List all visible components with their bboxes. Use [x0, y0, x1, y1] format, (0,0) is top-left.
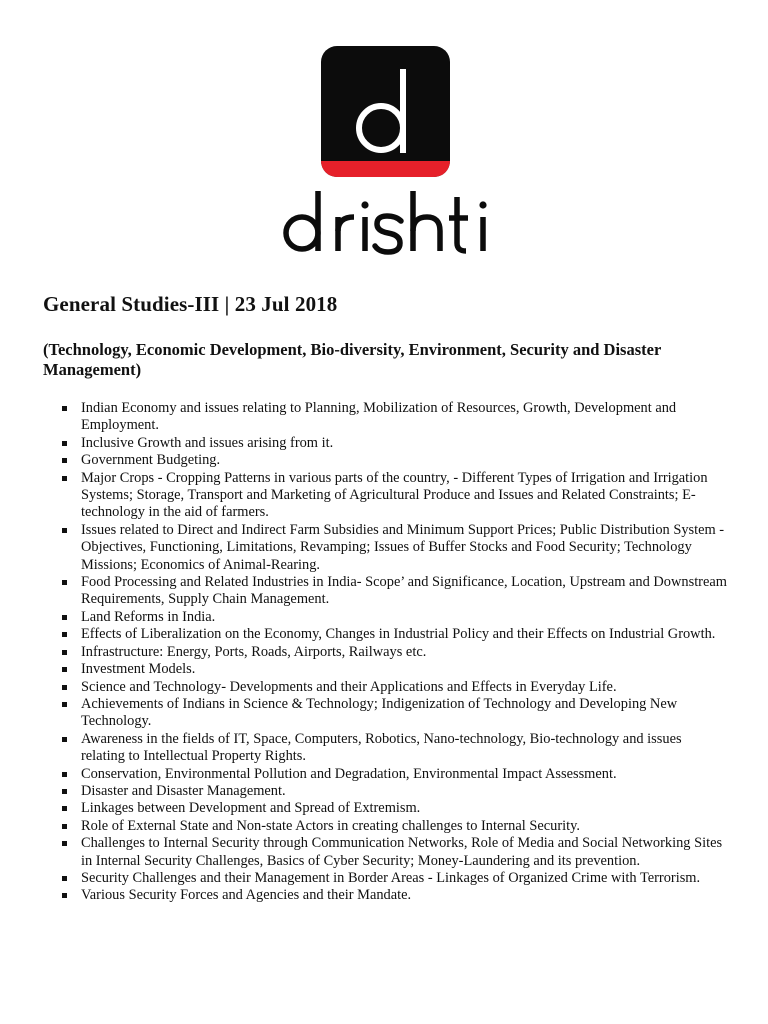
logo-badge [321, 46, 450, 177]
topic-text: Investment Models. [81, 661, 196, 678]
list-item [62, 870, 727, 887]
list-item [62, 696, 727, 731]
topic-text: Science and Technology- Developments and their Applications and Effects in Everyday Life. [81, 678, 617, 695]
square-bullet-icon [62, 685, 67, 690]
list-item [62, 661, 727, 678]
square-bullet-icon [62, 458, 67, 463]
list-item [62, 731, 727, 766]
list-item [62, 626, 727, 643]
topic-text: Challenges to Internal Security through Communication Networks, Role of Media and Social Networking Sites in Internal Security Challenges, Basics of Cyber Security; Money-Laundering and its prevention. [81, 835, 723, 869]
syllabus-topic-list [62, 400, 727, 905]
drishti-logo [0, 0, 768, 270]
square-bullet-icon [62, 667, 67, 672]
list-item [62, 435, 727, 452]
topic-text: Achievements of Indians in Science & Technology; Indigenization of Technology and Developing New Technology. [81, 695, 678, 730]
square-bullet-icon [62, 772, 67, 777]
square-bullet-icon [62, 441, 67, 446]
list-item [62, 766, 727, 783]
square-bullet-icon [62, 580, 67, 585]
topic-text: Major Crops - Cropping Patterns in various parts of the country, - Different Types of Irrigation and Irrigation Systems; Storage, Transport and Marketing of Agricultural Produce and Issues and Related Constraints; E-technology in the aid of farmers. [81, 469, 708, 521]
subject-areas: (Technology, Economic Development, Bio-diversity, Environment, Security and Disaster Management) [43, 340, 661, 379]
square-bullet-icon [62, 615, 67, 620]
square-bullet-icon [62, 876, 67, 881]
list-item [62, 470, 727, 522]
topic-text: Indian Economy and issues relating to Planning, Mobilization of Resources, Growth, Development and Employment. [81, 400, 677, 434]
topic-text: Land Reforms in India. [81, 608, 216, 625]
list-item [62, 887, 727, 904]
topic-text: Disaster and Disaster Management. [81, 782, 286, 799]
letter-d-icon [321, 46, 450, 177]
topic-text: Awareness in the fields of IT, Space, Computers, Robotics, Nano-technology, Bio-technology and issues relating to Intellectual Property Rights. [81, 730, 682, 765]
list-item [62, 800, 727, 817]
list-item [62, 452, 727, 469]
square-bullet-icon [62, 632, 67, 637]
topic-text: Various Security Forces and Agencies and their Mandate. [81, 887, 412, 904]
square-bullet-icon [62, 406, 67, 411]
list-item [62, 835, 727, 870]
topic-text: Effects of Liberalization on the Economy, Changes in Industrial Policy and their Effects on Industrial Growth. [81, 626, 716, 643]
list-item [62, 522, 727, 574]
list-item [62, 609, 727, 626]
list-item [62, 679, 727, 696]
square-bullet-icon [62, 789, 67, 794]
square-bullet-icon [62, 476, 67, 481]
logo-accent-band [321, 161, 450, 177]
topic-text: Issues related to Direct and Indirect Farm Subsidies and Minimum Support Prices; Public Distribution System - Objectives, Functioning, Limitations, Revamping; Issues of Buffer Stocks and Food Security; Technology Missions; Economics of Animal-Rearing. [81, 521, 725, 573]
topic-text: Inclusive Growth and issues arising from it. [81, 434, 334, 451]
square-bullet-icon [62, 528, 67, 533]
square-bullet-icon [62, 806, 67, 811]
list-item [62, 783, 727, 800]
square-bullet-icon [62, 650, 67, 655]
list-item [62, 400, 727, 435]
square-bullet-icon [62, 737, 67, 742]
topic-text: Infrastructure: Energy, Ports, Roads, Airports, Railways etc. [81, 643, 427, 660]
topic-text: Government Budgeting. [81, 452, 221, 469]
square-bullet-icon [62, 702, 67, 707]
topic-text: Role of External State and Non-state Actors in creating challenges to Internal Security. [81, 817, 580, 834]
square-bullet-icon [62, 824, 67, 829]
topic-text: Security Challenges and their Management in Border Areas - Linkages of Organized Crime with Terrorism. [81, 869, 701, 886]
page-title: General Studies-III | 23 Jul 2018 [43, 292, 338, 316]
square-bullet-icon [62, 841, 67, 846]
topic-text: Food Processing and Related Industries in India- Scope’ and Significance, Location, Upstream and Downstream Requirements, Supply Chain Management. [81, 574, 727, 608]
square-bullet-icon [62, 893, 67, 898]
list-item [62, 818, 727, 835]
topic-text: Conservation, Environmental Pollution and Degradation, Environmental Impact Assessment. [81, 765, 617, 782]
logo-wordmark [280, 183, 495, 258]
topic-text: Linkages between Development and Spread of Extremism. [81, 800, 421, 817]
list-item [62, 574, 727, 609]
list-item [62, 644, 727, 661]
